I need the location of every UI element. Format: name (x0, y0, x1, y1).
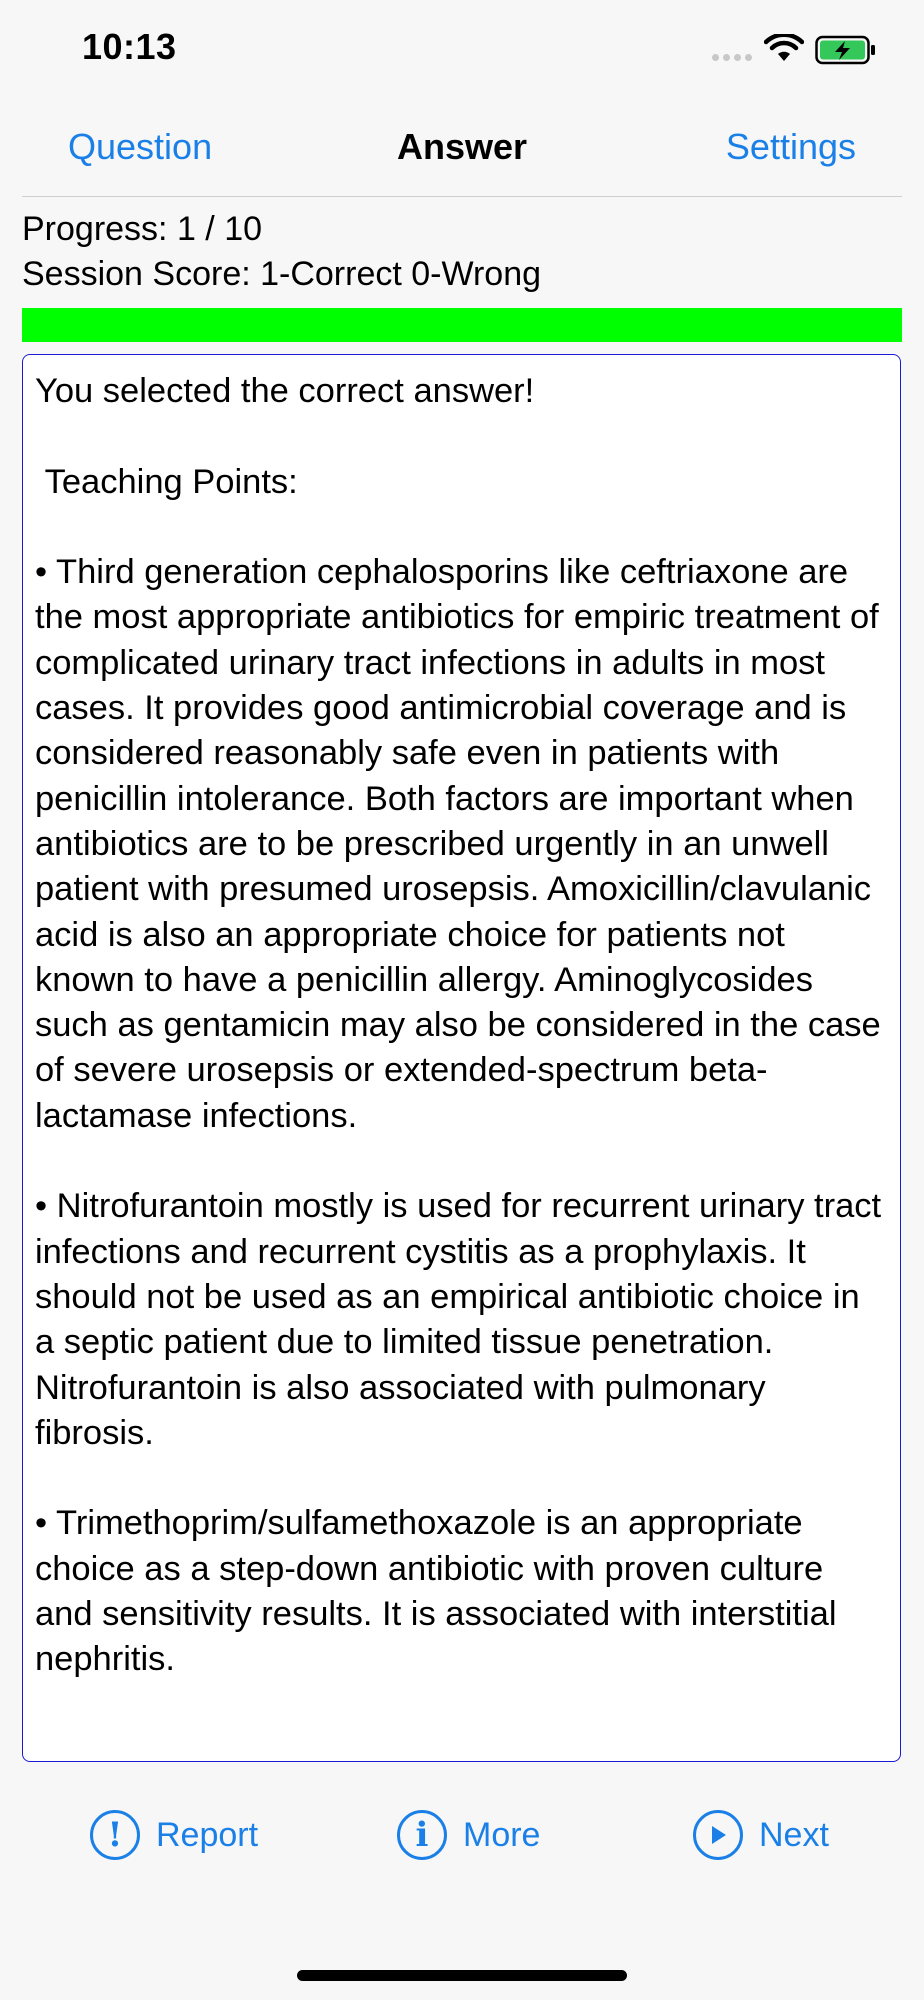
signal-strength-icon (712, 54, 752, 61)
bottom-toolbar (0, 1810, 924, 1866)
status-bar (0, 0, 924, 100)
more-button[interactable] (397, 1810, 540, 1860)
status-time: 10:13 (82, 26, 177, 67)
more-button-label: More (463, 1815, 541, 1854)
session-score-label: Session Score: 1-Correct 0-Wrong (22, 255, 542, 293)
exclamation-circle-icon: ! (90, 1810, 140, 1860)
page-title: Answer (396, 126, 528, 167)
home-indicator[interactable] (297, 1970, 627, 1981)
answer-explanation-text: You selected the correct answer! Teaching Points: • Third generation cephalosporins like ceftriaxone are the most appropriate antibiotics for empiric treatment of complicated urinary tract infections in adults in most cases. It provides good antimicrobial coverage and is considered reasonably safe even in patients with penicillin intolerance. Both factors are important when antibiotics are to be prescribed urgently in an unwell patient with presumed urosepsis. Amoxicillin/clavulanic acid is also an appropriate choice for patients not known to have a penicillin allergy. Aminoglycosides such as gentamicin may also be considered in the case of severe urosepsis or extended-spectrum beta-lactamase infections. • Nitrofurantoin mostly is used for recurrent urinary tract infections and recurrent cystitis as a prophylaxis. It should not be used as an empirical antibiotic choice in a septic patient due to limited tissue penetration. Nitrofurantoin is also associated with pulmonary fibrosis. • Trimethoprim/sulfamethoxazole is an appropriate choice as a step-down antibiotic with proven culture and sensitivity results. It is associated with interstitial nephritis. (35, 372, 882, 1679)
answer-text-view[interactable] (22, 354, 901, 1762)
wifi-icon (764, 34, 804, 64)
play-circle-icon (693, 1810, 743, 1860)
progress-label: Progress: 1 / 10 (22, 210, 263, 248)
settings-button[interactable]: Settings (725, 126, 856, 167)
info-circle-icon: i (397, 1810, 447, 1860)
question-tab-button[interactable]: Question (68, 126, 213, 167)
progress-bar-fill (22, 308, 902, 342)
navigation-bar (22, 110, 902, 197)
report-button-label: Report (156, 1815, 259, 1854)
next-button-label: Next (759, 1815, 829, 1854)
progress-bar (22, 308, 902, 342)
report-button[interactable] (90, 1810, 258, 1860)
battery-charging-icon (815, 35, 877, 65)
next-button[interactable] (693, 1810, 829, 1860)
